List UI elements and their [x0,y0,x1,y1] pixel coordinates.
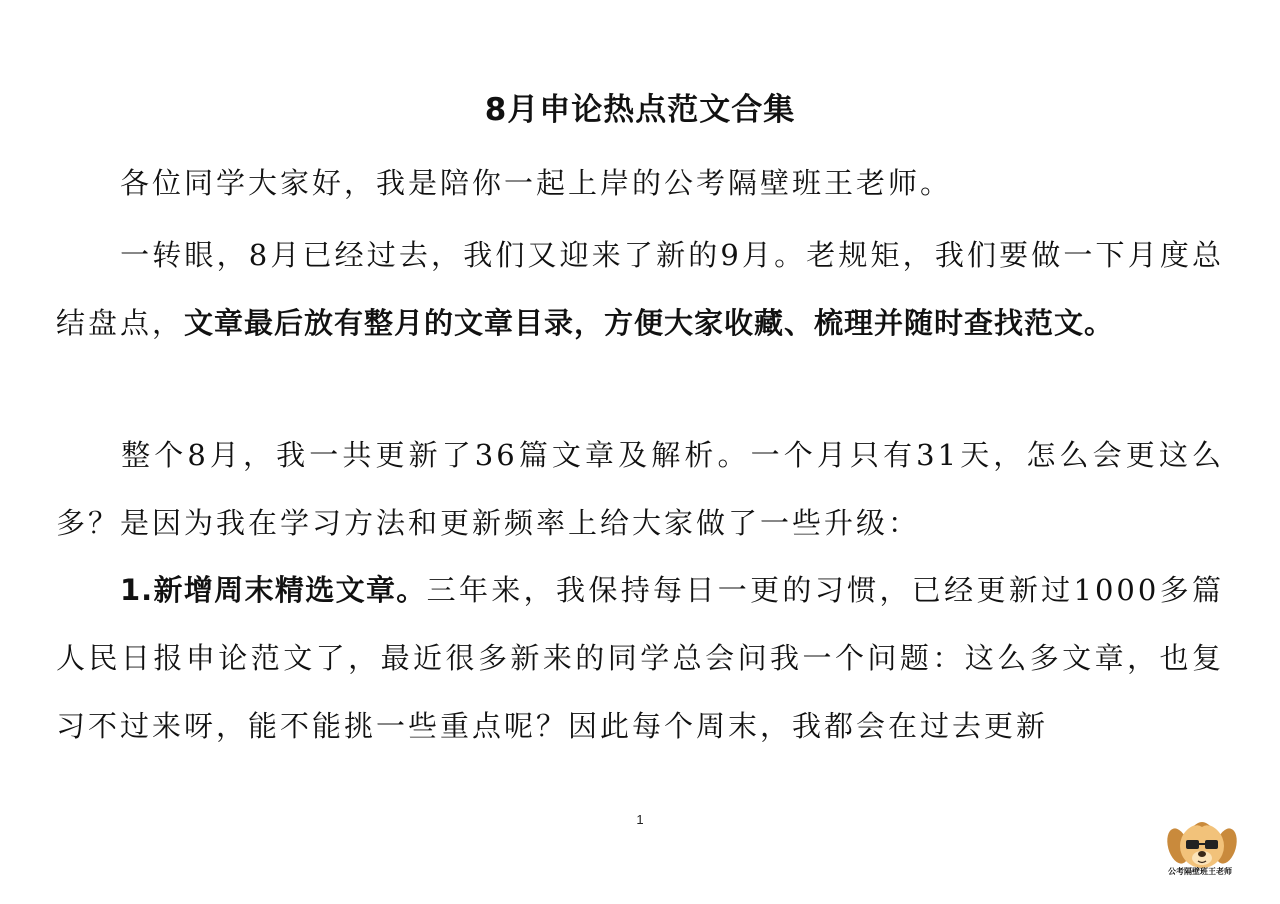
logo-caption: 公考隔壁班王老师 [1168,867,1232,876]
bold-highlight: 文章最后放有整月的文章目录，方便大家收藏、梳理并随时查找范文。 [184,306,1115,340]
paragraph-text: 三年来，我保持每日一更的习惯，已经更新过1000多篇人民日报申论范文了，最近很多新来的同学总会问我一个问题：这么多文章，也复习不过来呀，能不能挑一些重点呢？因此每个周末，我都会在过去更新 [56,573,1224,743]
document-title: 8月申论热点范文合集 [484,92,796,128]
paragraph-summary [56,421,1224,557]
paragraph-item-1 [56,556,1224,760]
paragraph-greeting [56,149,1224,217]
item-heading: 1.新增周末精选文章。 [120,573,427,607]
paragraph-intro [56,221,1224,357]
paragraph-text: 各位同学大家好，我是陪你一起上岸的公考隔壁班王老师。 [120,166,953,200]
paragraph-text: 一转眼，8月已经过去，我们又迎来了新的9月。老规矩，我们要做一下月度总结盘点， [56,238,1224,340]
paragraph-text: 整个8月，我一共更新了36篇文章及解析。一个月只有31天，怎么会更这么多？是因为我在学习方法和更新频率上给大家做了一些升级： [56,438,1224,540]
page-number: 1 [636,812,644,827]
